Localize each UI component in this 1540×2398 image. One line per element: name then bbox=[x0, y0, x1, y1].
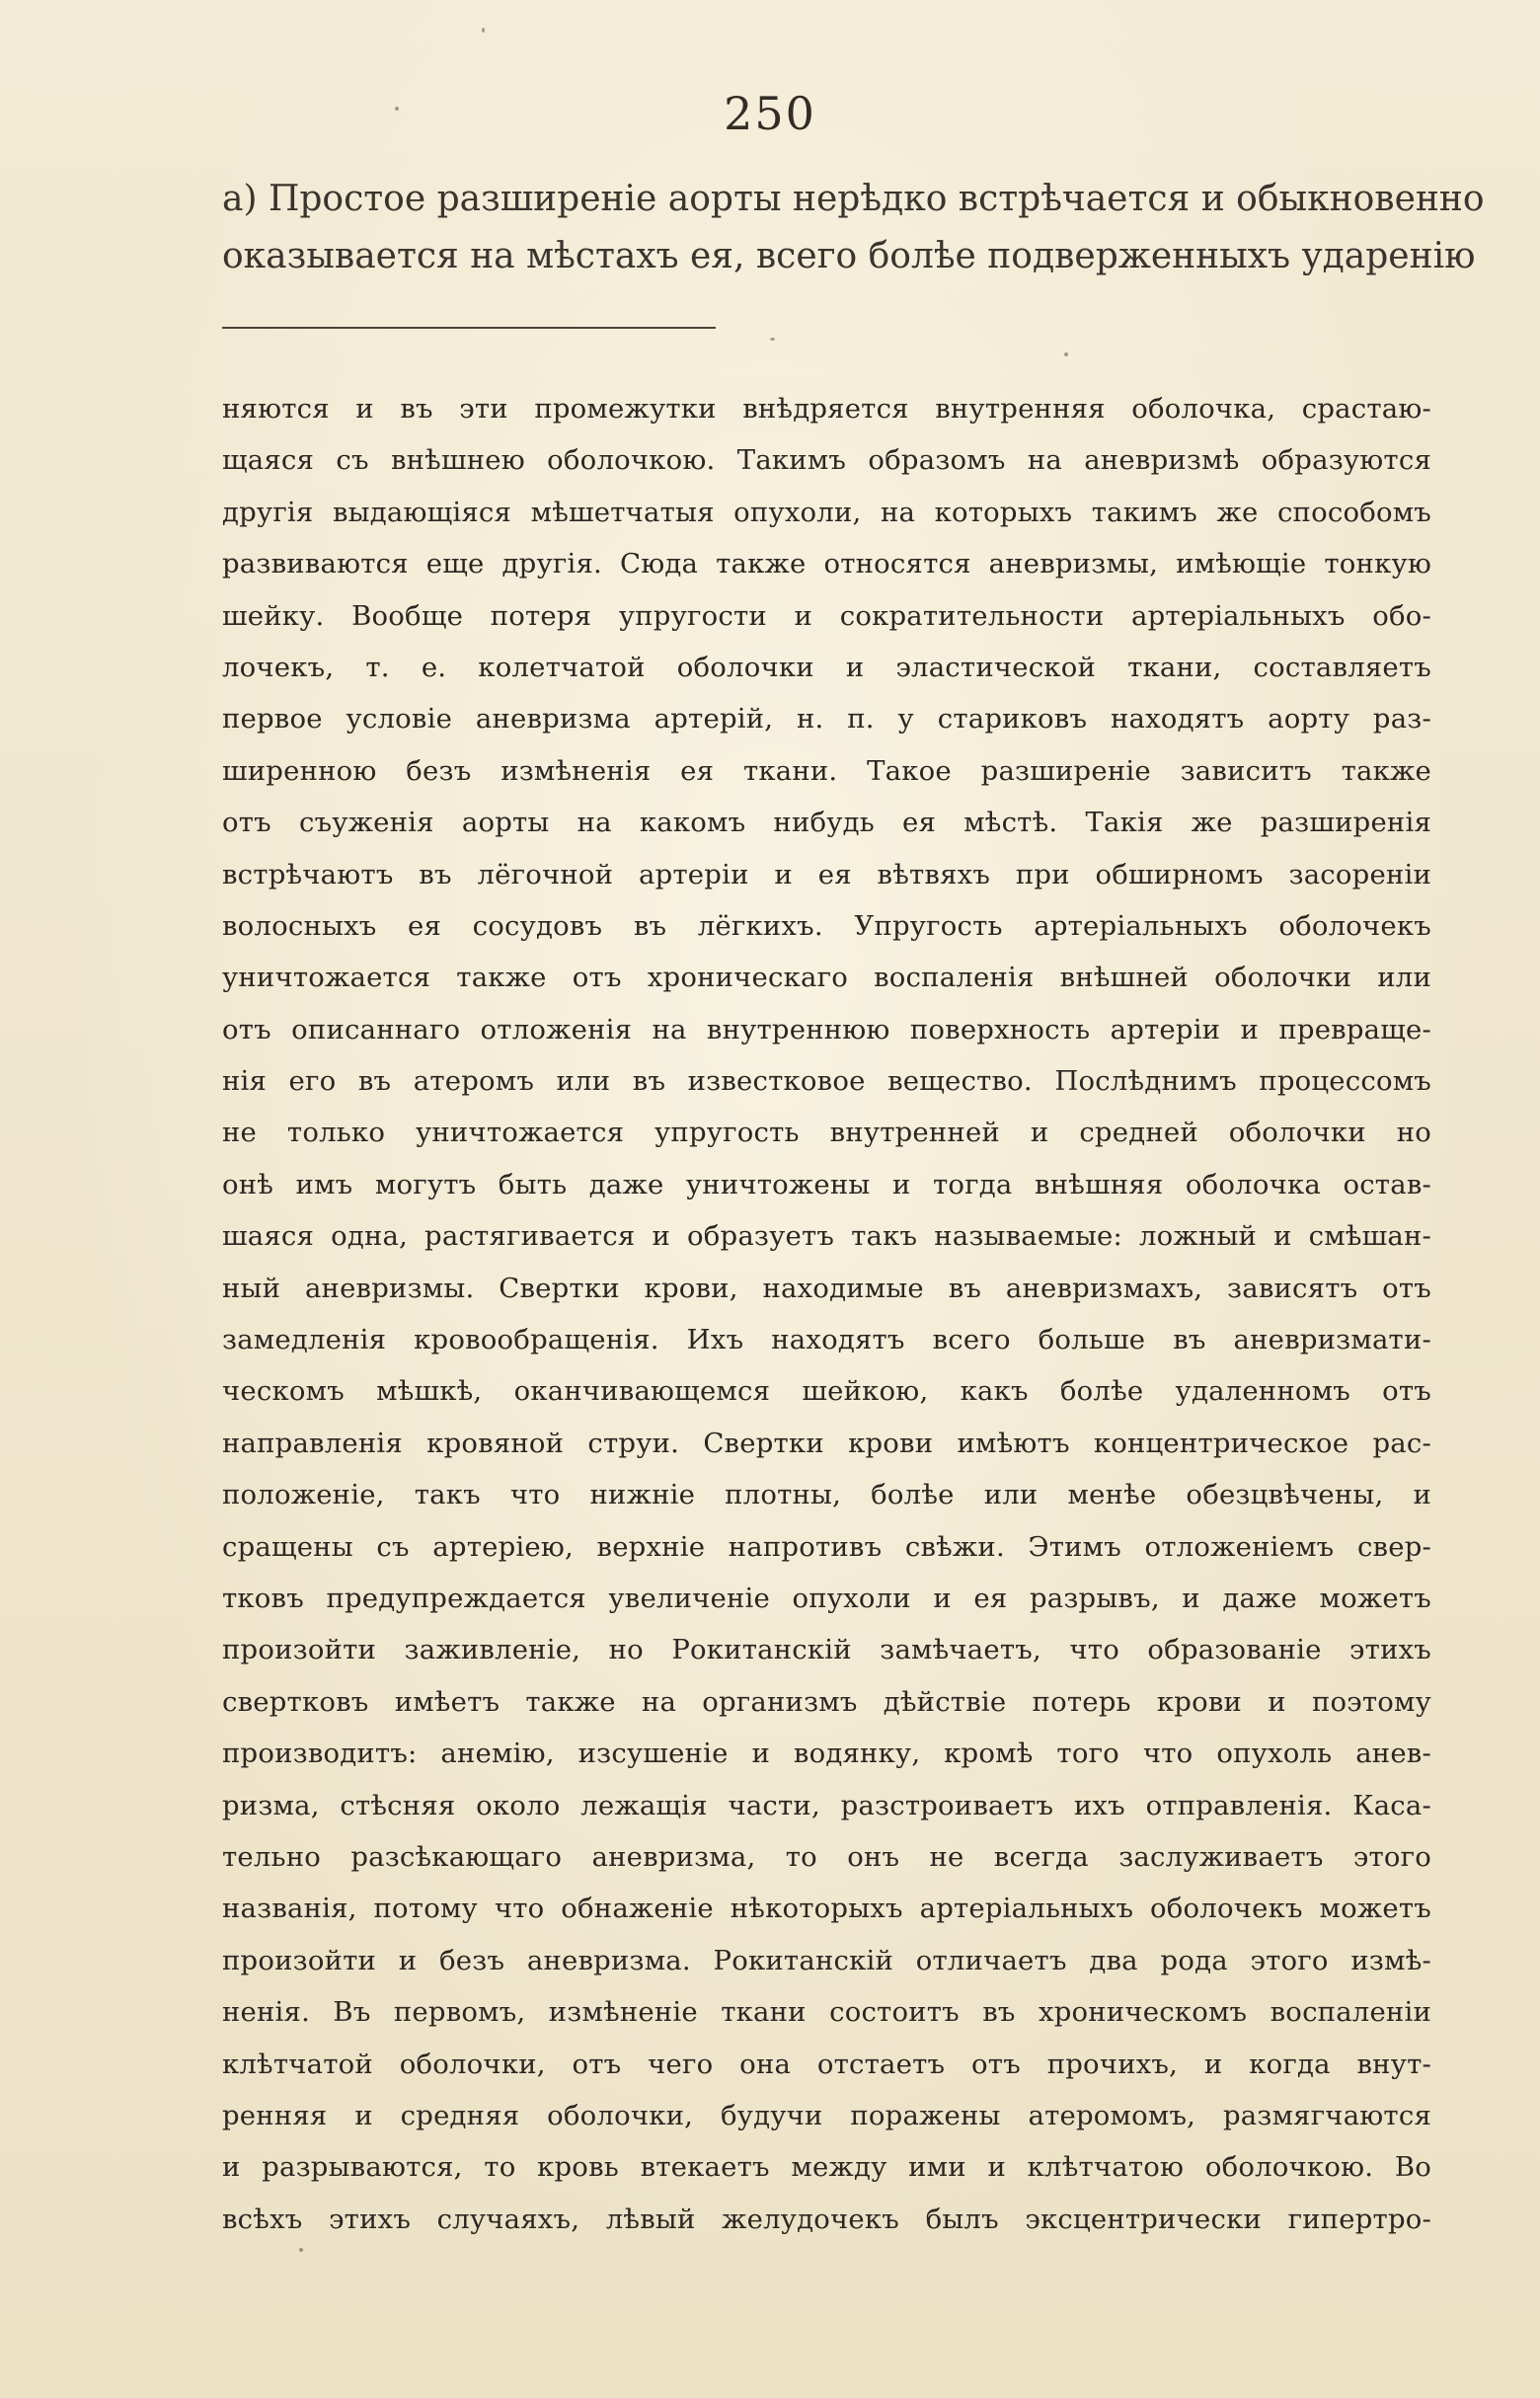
top-text-line-1: а) Простое разширеніе аорты нерѣдко встрѣчается и обыкновенно bbox=[222, 179, 1485, 219]
body-text-line: развиваются еще другія. Сюда также относятся аневризмы, имѣющіе тонкую bbox=[222, 548, 1431, 580]
body-text-line: отъ съуженія аорты на какомъ нибудь ея мѣстѣ. Такія же разширенія bbox=[222, 807, 1431, 839]
body-text-line: онѣ имъ могутъ быть даже уничтожены и тогда внѣшняя оболочка остав- bbox=[222, 1168, 1431, 1200]
body-text-line: направленія кровяной струи. Свертки крови имѣютъ концентрическое рас- bbox=[222, 1427, 1431, 1459]
body-text-line: встрѣчаютъ въ лёгочной артеріи и ея вѣтвяхъ при обширномъ засореніи bbox=[222, 858, 1431, 890]
body-text-line: щаяся съ внѣшнею оболочкою. Такимъ образомъ на аневризмѣ образуются bbox=[222, 444, 1431, 477]
body-text-line: уничтожается также отъ хроническаго воспаленія внѣшней оболочки или bbox=[222, 962, 1431, 994]
scan-speck bbox=[395, 107, 399, 111]
page-number: 250 bbox=[724, 87, 816, 140]
body-text-line: клѣтчатой оболочки, отъ чего она отстаетъ отъ прочихъ, и когда внут- bbox=[222, 2048, 1431, 2080]
body-text-line: волосныхъ ея сосудовъ въ лёгкихъ. Упругость артеріальныхъ оболочекъ bbox=[222, 909, 1431, 942]
body-text-line: ризма, стѣсняя около лежащія части, разстроиваетъ ихъ отправленія. Каса- bbox=[222, 1789, 1431, 1821]
body-text-line: отъ описаннаго отложенія на внутреннюю поверхность артеріи и превраще- bbox=[222, 1013, 1431, 1045]
section-divider-rule bbox=[222, 327, 716, 329]
body-text-line: ный аневризмы. Свертки крови, находимые въ аневризмахъ, зависятъ отъ bbox=[222, 1272, 1431, 1304]
body-text-line: нія его въ атеромъ или въ известковое вещество. Послѣднимъ процессомъ bbox=[222, 1065, 1431, 1098]
body-text-line: не только уничтожается упругость внутренней и средней оболочки но bbox=[222, 1117, 1431, 1149]
scan-speck bbox=[482, 28, 485, 33]
body-text-line: шейку. Вообще потеря упругости и сократительности артеріальныхъ обо- bbox=[222, 599, 1431, 632]
body-text-line: замедленія кровообращенія. Ихъ находятъ всего больше въ аневризмати- bbox=[222, 1324, 1431, 1356]
body-text-line: всѣхъ этихъ случаяхъ, лѣвый желудочекъ былъ эксцентрически гипертро- bbox=[222, 2203, 1431, 2235]
body-text-line: и разрываются, то кровь втекаетъ между ими и клѣтчатою оболочкою. Во bbox=[222, 2151, 1431, 2184]
body-text-line: произойти и безъ аневризма. Рокитанскій отличаетъ два рода этого измѣ- bbox=[222, 1944, 1431, 1976]
scan-speck bbox=[1064, 352, 1068, 356]
body-text-line: няются и въ эти промежутки внѣдряется внутренняя оболочка, срастаю- bbox=[222, 393, 1431, 425]
body-text-line: сращены съ артеріею, верхніе напротивъ свѣжи. Этимъ отложеніемъ свер- bbox=[222, 1530, 1431, 1563]
body-text-line: шаяся одна, растягивается и образуетъ такъ называемые: ложный и смѣшан- bbox=[222, 1220, 1431, 1253]
body-text-line: первое условіе аневризма артерій, н. п. у стариковъ находятъ аорту раз- bbox=[222, 703, 1431, 735]
scan-speck bbox=[770, 338, 775, 341]
body-text bbox=[222, 383, 1431, 2245]
body-text-line: свертковъ имѣетъ также на организмъ дѣйствіе потерь крови и поэтому bbox=[222, 1685, 1431, 1718]
body-text-line: произойти заживленіе, но Рокитанскій замѣчаетъ, что образованіе этихъ bbox=[222, 1634, 1431, 1666]
body-text-line: ренняя и средняя оболочки, будучи поражены атеромомъ, размягчаются bbox=[222, 2099, 1431, 2131]
body-text-line: производитъ: анемію, изсушеніе и водянку, кромѣ того что опухоль анев- bbox=[222, 1738, 1431, 1770]
body-text-line: ческомъ мѣшкѣ, оканчивающемся шейкою, какъ болѣе удаленномъ отъ bbox=[222, 1375, 1431, 1408]
body-text-line: тковъ предупреждается увеличеніе опухоли и ея разрывъ, и даже можетъ bbox=[222, 1582, 1431, 1614]
body-text-line: названія, потому что обнаженіе нѣкоторыхъ артеріальныхъ оболочекъ можетъ bbox=[222, 1893, 1431, 1925]
body-text-line: положеніе, такъ что нижніе плотны, болѣе или менѣе обезцвѣчены, и bbox=[222, 1479, 1431, 1511]
body-text-line: тельно разсѣкающаго аневризма, то онъ не всегда заслуживаетъ этого bbox=[222, 1840, 1431, 1873]
body-text-line: ненія. Въ первомъ, измѣненіе ткани состоитъ въ хроническомъ воспаленіи bbox=[222, 1996, 1431, 2029]
body-text-line: лочекъ, т. е. колетчатой оболочки и эластической ткани, составляетъ bbox=[222, 651, 1431, 683]
scan-speck bbox=[299, 2248, 303, 2252]
body-text-line: ширенною безъ измѣненія ея ткани. Такое разширеніе зависитъ также bbox=[222, 754, 1431, 787]
body-text-line: другія выдающіяся мѣшетчатыя опухоли, на которыхъ такимъ же способомъ bbox=[222, 496, 1431, 528]
top-text-line-2: оказывается на мѣстахъ ея, всего болѣе подверженныхъ ударенію bbox=[222, 236, 1476, 276]
